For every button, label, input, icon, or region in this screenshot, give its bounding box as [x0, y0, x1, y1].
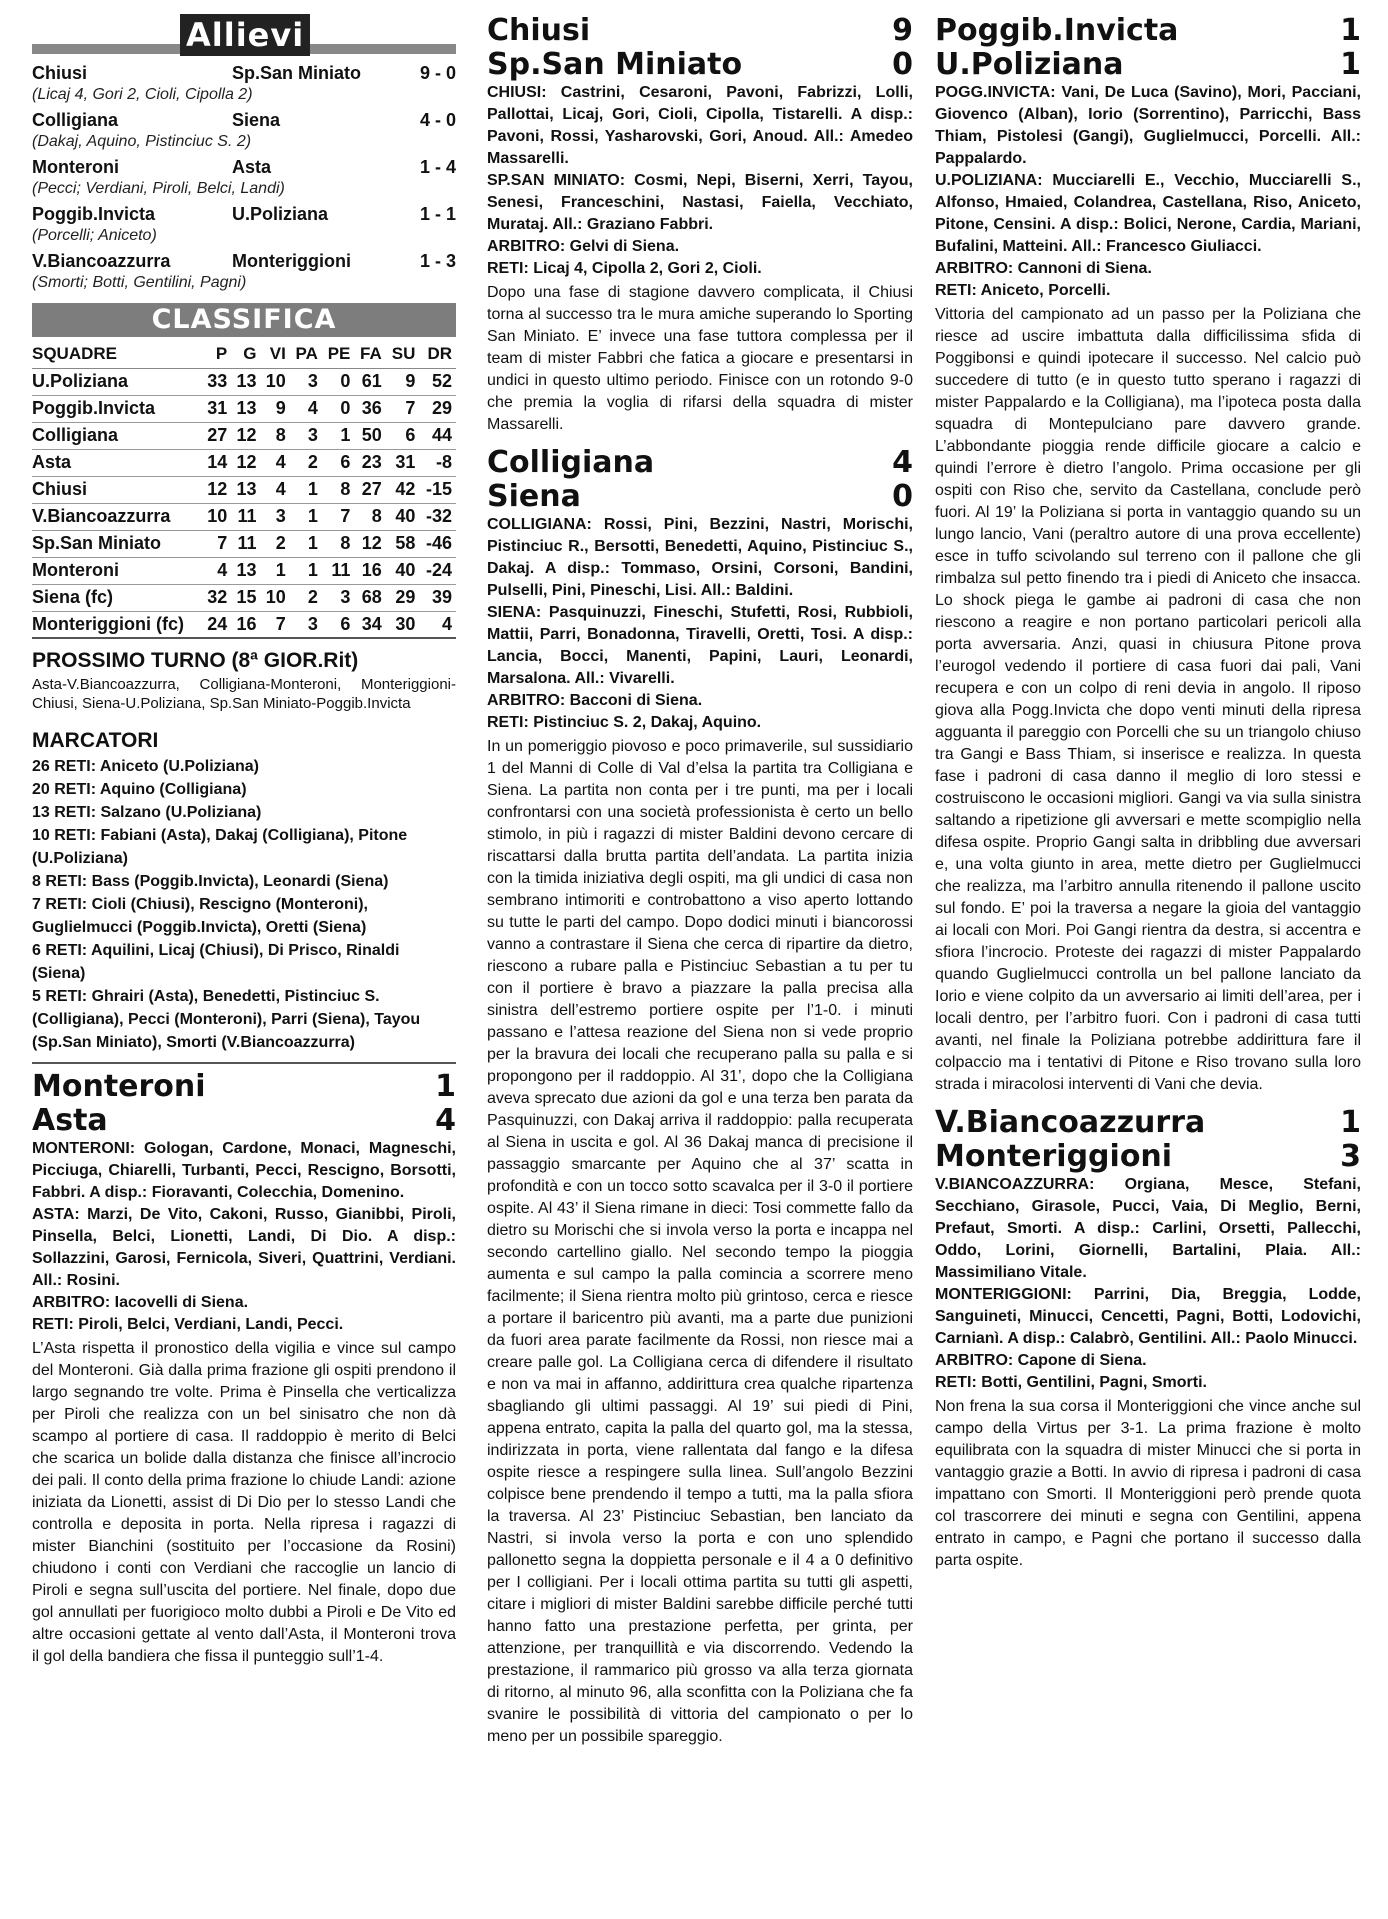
- result-scorers: (Smorti; Botti, Gentilini, Pagni): [32, 274, 247, 291]
- stat-cell: 31: [202, 395, 231, 422]
- stat-cell: 10: [261, 584, 290, 611]
- stat-cell: 1: [261, 557, 290, 584]
- result-row: [32, 203, 456, 225]
- stat-cell: 7: [202, 530, 231, 557]
- standings-title: CLASSIFICA: [32, 303, 456, 337]
- result-row: [32, 250, 456, 272]
- home-team: Poggib.Invicta: [32, 204, 156, 224]
- score: 4 - 0: [419, 110, 456, 130]
- stat-cell: 10: [261, 368, 290, 395]
- team-name: Sp.San Miniato: [32, 530, 202, 557]
- match-report: [32, 1070, 456, 1668]
- lineup-away: U.POLIZIANA: Mucciarelli E., Vecchio, Mucciarelli S., Alfonso, Hmaied, Colandrea, Castellana, Riso, Aniceto, Pitone, Censini. A disp.: Bolici, Nerone, Cardia, Mariani, Bufalini, Matteini. All.: Francesco Giuliacci.: [935, 172, 1361, 255]
- next-round-title: PROSSIMO TURNO (8ª GIOR.Rit): [32, 649, 359, 672]
- standings-row: [32, 611, 456, 638]
- lineup-away: MONTERIGGIONI: Parrini, Dia, Breggia, Lodde, Sanguineti, Minucci, Cencetti, Pagni, Botti, Lodovichi, Carnianì. A disp.: Calabrò, Gentilini. All.: Paolo Minucci.: [935, 1286, 1361, 1347]
- stat-cell: 12: [354, 530, 385, 557]
- col-header: VI: [261, 341, 290, 368]
- match-home-line: [32, 1070, 456, 1104]
- stat-cell: 3: [322, 584, 355, 611]
- scorers-line: 8 RETI: Bass (Poggib.Invicta), Leonardi (Siena): [32, 873, 389, 890]
- stat-cell: 8: [322, 476, 355, 503]
- stat-cell: 39: [419, 584, 456, 611]
- stat-cell: 7: [386, 395, 420, 422]
- score: 1 - 4: [419, 157, 456, 177]
- stat-cell: 61: [354, 368, 385, 395]
- match-away-line: [935, 48, 1361, 82]
- stat-cell: 3: [290, 611, 322, 638]
- result-scorers: (Licaj 4, Gori 2, Cioli, Cipolla 2): [32, 86, 253, 103]
- away-team: Sp.San Miniato: [232, 63, 362, 83]
- score: 1 - 1: [419, 204, 456, 224]
- stat-cell: 7: [322, 503, 355, 530]
- goals: RETI: Pistinciuc S. 2, Dakaj, Aquino.: [487, 714, 762, 731]
- stat-cell: 9: [386, 368, 420, 395]
- stat-cell: 14: [202, 449, 231, 476]
- section-header: [32, 14, 456, 56]
- stat-cell: 29: [386, 584, 420, 611]
- stat-cell: 1: [290, 530, 322, 557]
- left-column: [32, 14, 456, 1678]
- stat-cell: 33: [202, 368, 231, 395]
- scorers-line: 5 RETI: Ghrairi (Asta), Benedetti, Pistinciuc S. (Colligiana), Pecci (Monteroni), Parri (Siena), Tayou (Sp.San Miniato), Smorti (V.Biancoazzurra): [32, 988, 421, 1051]
- away-team: Monteriggioni: [935, 1139, 1173, 1174]
- right-column: [935, 14, 1361, 1582]
- results-list: [32, 62, 456, 297]
- referee: ARBITRO: Gelvi di Siena.: [487, 238, 680, 255]
- stat-cell: 27: [354, 476, 385, 503]
- match-report: [935, 1106, 1361, 1572]
- stat-cell: 10: [202, 503, 231, 530]
- result-scorers: (Porcelli; Aniceto): [32, 227, 157, 244]
- stat-cell: 1: [322, 422, 355, 449]
- home-team: V.Biancoazzurra: [32, 251, 171, 271]
- stat-cell: -46: [419, 530, 456, 557]
- match-report: [935, 14, 1361, 1096]
- stat-cell: 30: [386, 611, 420, 638]
- stat-cell: 4: [202, 557, 231, 584]
- score: 1 - 3: [419, 251, 456, 271]
- team-name: Poggib.Invicta: [32, 395, 202, 422]
- standings-row: [32, 530, 456, 557]
- stat-cell: 13: [231, 395, 260, 422]
- standings-table: [32, 341, 456, 639]
- stat-cell: 8: [354, 503, 385, 530]
- home-score: 4: [892, 445, 913, 480]
- result-scorers: (Dakaj, Aquino, Pistinciuc S. 2): [32, 133, 252, 150]
- scorers-line: 6 RETI: Aquilini, Licaj (Chiusi), Di Prisco, Rinaldi (Siena): [32, 942, 400, 982]
- stat-cell: 12: [231, 422, 260, 449]
- stat-cell: 9: [261, 395, 290, 422]
- match-away-line: [487, 48, 913, 82]
- home-team: Colligiana: [487, 445, 655, 480]
- stat-cell: 4: [419, 611, 456, 638]
- standings-header-row: [32, 341, 456, 368]
- stat-cell: 24: [202, 611, 231, 638]
- team-name: Colligiana: [32, 422, 202, 449]
- standings-row: [32, 395, 456, 422]
- stat-cell: 3: [290, 368, 322, 395]
- away-team: U.Poliziana: [935, 47, 1124, 82]
- lineup-home: CHIUSI: Castrini, Cesaroni, Pavoni, Fabrizzi, Lolli, Pallottai, Licaj, Gori, Cioli, Cipolla, Tistarelli. A disp.: Pavoni, Rossi, Yasharovski, Gori, Anoud. All.: Amedeo Massarelli.: [487, 84, 913, 167]
- stat-cell: 1: [290, 476, 322, 503]
- stat-cell: 15: [231, 584, 260, 611]
- result-row: [32, 62, 456, 84]
- stat-cell: -32: [419, 503, 456, 530]
- col-header: PA: [290, 341, 322, 368]
- away-score: 1: [1340, 47, 1361, 82]
- stat-cell: 12: [202, 476, 231, 503]
- stat-cell: 3: [261, 503, 290, 530]
- stat-cell: 0: [322, 395, 355, 422]
- lineup-home: V.BIANCOAZZURRA: Orgiana, Mesce, Stefani, Secchiano, Girasole, Pucci, Vaia, Di Meglio, Berni, Prefaut, Smorti. A disp.: Carlini, Orsetti, Pallecchi, Oddo, Lorini, Giornelli, Bartalini, Plaia. All.: Massimiliano Vitale.: [935, 1176, 1361, 1281]
- away-team: Monteriggioni: [232, 251, 351, 271]
- stat-cell: 2: [290, 449, 322, 476]
- stat-cell: 3: [290, 422, 322, 449]
- col-header: P: [202, 341, 231, 368]
- standings-row: [32, 503, 456, 530]
- goals: RETI: Licaj 4, Cipolla 2, Gori 2, Cioli.: [487, 260, 762, 277]
- stat-cell: 8: [261, 422, 290, 449]
- team-name: Monteroni: [32, 557, 202, 584]
- away-team: Sp.San Miniato: [487, 47, 743, 82]
- match-home-line: [487, 446, 913, 480]
- stat-cell: 7: [261, 611, 290, 638]
- report-text: Non frena la sua corsa il Monteriggioni che vince anche sul campo della Virtus per 3-1. La prima frazione è molto equilibrata con la squadra di mister Minucci che si porta in vantaggio grazie a Botti. In avvio di ripresa i padroni di casa impattano con Smorti. Il Monteriggioni però prende quota col trascorrere dei minuti e segna con Gentilini, appena entrato in campo, e Pagni che portano il successo dalla parta ospite.: [935, 1398, 1361, 1569]
- col-header: FA: [354, 341, 385, 368]
- result-row: [32, 109, 456, 131]
- scorers-line: 10 RETI: Fabiani (Asta), Dakaj (Colligiana), Pitone (U.Poliziana): [32, 827, 408, 867]
- stat-cell: 50: [354, 422, 385, 449]
- team-name: U.Poliziana: [32, 368, 202, 395]
- stat-cell: 44: [419, 422, 456, 449]
- stat-cell: 4: [261, 476, 290, 503]
- standings-row: [32, 584, 456, 611]
- stat-cell: 1: [290, 503, 322, 530]
- stat-cell: 42: [386, 476, 420, 503]
- stat-cell: 13: [231, 557, 260, 584]
- stat-cell: 29: [419, 395, 456, 422]
- team-name: Asta: [32, 449, 202, 476]
- standings-row: [32, 557, 456, 584]
- stat-cell: 11: [322, 557, 355, 584]
- away-score: 0: [892, 47, 913, 82]
- next-round-text: Asta-V.Biancoazzurra, Colligiana-Monteroni, Monteriggioni-Chiusi, Siena-U.Poliziana, Sp.San Miniato-Poggib.Invicta: [32, 676, 456, 712]
- col-header: G: [231, 341, 260, 368]
- stat-cell: -15: [419, 476, 456, 503]
- match-away-line: [935, 1140, 1361, 1174]
- match-away-line: [487, 480, 913, 514]
- col-header: SQUADRE: [32, 341, 202, 368]
- stat-cell: 27: [202, 422, 231, 449]
- home-team: Chiusi: [487, 13, 591, 48]
- stat-cell: 16: [354, 557, 385, 584]
- team-name: Monteriggioni (fc): [32, 611, 202, 638]
- away-team: U.Poliziana: [232, 204, 329, 224]
- referee: ARBITRO: Capone di Siena.: [935, 1352, 1147, 1369]
- scorers-line: 13 RETI: Salzano (U.Poliziana): [32, 804, 262, 821]
- lineup-away: SP.SAN MINIATO: Cosmi, Nepi, Biserni, Xerri, Tayou, Senesi, Franceschini, Nastasi, Faiella, Vecchiato, Murataj. All.: Graziano Fabbri.: [487, 172, 913, 233]
- stat-cell: 40: [386, 557, 420, 584]
- lineup-home: MONTERONI: Gologan, Cardone, Monaci, Magneschi, Picciuga, Chiarelli, Turbanti, Pecci, Rescigno, Borsotti, Fabbri. A disp.: Fioravanti, Colecchia, Domenino.: [32, 1140, 456, 1201]
- stat-cell: 13: [231, 476, 260, 503]
- team-name: Chiusi: [32, 476, 202, 503]
- stat-cell: 6: [322, 611, 355, 638]
- home-score: 1: [1340, 13, 1361, 48]
- lineup-home: POGG.INVICTA: Vani, De Luca (Savino), Mori, Pacciani, Giovenco (Alban), Iorio (Sorrentino), Parricchi, Bass Thiam, Pistolesi (Gangi), Guglielmucci, Porcelli. All.: Pappalardo.: [935, 84, 1361, 167]
- match-home-line: [935, 1106, 1361, 1140]
- stat-cell: 1: [290, 557, 322, 584]
- match-home-line: [487, 14, 913, 48]
- team-name: V.Biancoazzurra: [32, 503, 202, 530]
- home-score: 9: [892, 13, 913, 48]
- match-away-line: [32, 1104, 456, 1138]
- report-text: In un pomeriggio piovoso e poco primaverile, sul sussidiario 1 del Manni di Colle di Val d’elsa la partita tra Colligiana e Siena. La partita non conta per i tre punti, ma per i locali confrontarsi con una società professionista è certo un bello stimolo, in più i ragazzi di mister Baldini devono cercare di riscattarsi dalla brutta partita dell’andata. La partita inizia con la timida iniziativa degli ospiti, ma gli undici di casa non sembrano intimoriti e controbattono a viso aperto lottando su tutte le parti del campo. Dopo dodici minuti i biancorossi vanno a contrastare il Siena che cerca di ripartire da dietro, riescono a rubare palla e Pistinciuc Sebastian a tu per tu con il portiere è bravo a piazzare la palla precisa alla sinistra dell’estremo portiere ospite per l’1-0. i minuti passano e l’attesa reazione del Siena non si vede proprio per la bravura dei locali che recuperano palla su palla e si propongono per il raddoppio. Al 31’, dopo che la Colligiana aveva sprecato due azioni da gol e una terza ben parata da Pasquinuzzi, con Dakaj arriva il raddoppio: palla recuperata al Siena in uscita e gol. Al 36 Dakaj manca di precisione il passaggio smarcante per Aquino che al 37’ scatta in profondità e con un tocco sotto scavalca per il 3-0 il portiere ospite. Al 43’ il Siena rimane in dieci: Tosi commette fallo da dietro su Morischi che si invola verso la porta e incappa nel secondo cartellino giallo. Nel secondo tempo la pioggia aumenta e sul campo la palla comincia a scorrere meno facilmente; il Siena rientra molto più grintoso, cerca e riesce a portare il baricentro più avanti, ma a parte due punizioni da fuori area parate facilmente da Rossi, non riesce mai a creare palle gol. La Colligiana cerca di difendere il risultato e non va mai in affanno, addirittura crea qualche ripartenza sbagliando gli ultimi passaggi. Al 19’ sui piedi di Pini, appena entrato, capita la palla del quarto gol, ma la stessa, indirizzata in porta, viene rallentata dal fango e la difesa ospite riesce a respingere sulla linea. Sull’angolo Bezzini colpisce bene prendendo il tempo a tutti, ma la palla sfiora la traversa. Al 23’ Pistinciuc Sebastian, ben lanciato da Nastri, si invola verso la porta e con uno splendido pallonetto segna la doppietta personale e il 4 a 0 definitivo per I colligiani. Per i locali ottima partita su tutti gli aspetti, citare i migliori di mister Baldini sarebbe difficile perché tutti hanno fatto una prestazione perfetta, per grinta, per attenzione, per tranquillità e via discorrendo. Vedendo la prestazione, il rammarico più grosso va alla terza giornata di ritorno, al minuto 96, alla sconfitta con la Poliziana che fa svanire le possibilità di vittoria del campionato o per lo meno per un possibile spareggio.: [487, 738, 913, 1745]
- home-team: Monteroni: [32, 1069, 206, 1104]
- stat-cell: 32: [202, 584, 231, 611]
- team-name: Siena (fc): [32, 584, 202, 611]
- home-team: Monteroni: [32, 157, 119, 177]
- home-team: Poggib.Invicta: [935, 13, 1179, 48]
- section-title: Allievi: [180, 14, 310, 56]
- match-home-line: [935, 14, 1361, 48]
- match-report: [487, 14, 913, 436]
- standings-body: [32, 368, 456, 638]
- report-text: Dopo una fase di stagione davvero complicata, il Chiusi torna al successo tra le mura amiche superando lo Sporting San Miniato. E’ invece una fase tuttora complessa per il team di mister Fabbri che fatica a giocare e presentarsi in undici in questo ultimo periodo. Finisce con un rotondo 9-0 che premia la voglia di rifarsi della squadra di mister Massarelli.: [487, 284, 913, 433]
- stat-cell: 0: [322, 368, 355, 395]
- goals: RETI: Botti, Gentilini, Pagni, Smorti.: [935, 1374, 1207, 1391]
- stat-cell: 34: [354, 611, 385, 638]
- stat-cell: 2: [261, 530, 290, 557]
- stat-cell: 68: [354, 584, 385, 611]
- away-score: 4: [435, 1103, 456, 1138]
- stat-cell: 40: [386, 503, 420, 530]
- stat-cell: 4: [261, 449, 290, 476]
- goals: RETI: Aniceto, Porcelli.: [935, 282, 1111, 299]
- match-report: [487, 446, 913, 1748]
- lineup-away: SIENA: Pasquinuzzi, Fineschi, Stufetti, Rosi, Rubbioli, Mattii, Parri, Bonadonna, Tiravelli, Oretti, Tosi. A disp.: Lancia, Bocci, Manenti, Papini, Lauri, Leonardi, Marsalona. All.: Vivarelli.: [487, 604, 913, 687]
- stat-cell: 13: [231, 368, 260, 395]
- home-team: Chiusi: [32, 63, 88, 83]
- standings-row: [32, 476, 456, 503]
- stat-cell: 58: [386, 530, 420, 557]
- stat-cell: 4: [290, 395, 322, 422]
- scorers-line: 7 RETI: Cioli (Chiusi), Rescigno (Monteroni), Guglielmucci (Poggib.Invicta), Oretti (Siena): [32, 896, 368, 936]
- away-team: Siena: [487, 479, 581, 514]
- stat-cell: 36: [354, 395, 385, 422]
- score: 9 - 0: [419, 63, 456, 83]
- stat-cell: 6: [386, 422, 420, 449]
- away-team: Asta: [32, 1103, 108, 1138]
- stat-cell: 6: [322, 449, 355, 476]
- away-team: Siena: [232, 110, 281, 130]
- away-score: 3: [1340, 1139, 1361, 1174]
- stat-cell: 8: [322, 530, 355, 557]
- away-score: 0: [892, 479, 913, 514]
- col-header: PE: [322, 341, 355, 368]
- lineup-home: COLLIGIANA: Rossi, Pini, Bezzini, Nastri, Morischi, Pistinciuc R., Bersotti, Benedetti, Aquino, Pistinciuc S., Dakaj. A disp.: Tommaso, Orsini, Corsoni, Bandini, Pulselli, Pini, Pineschi, Lisi. All.: Baldini.: [487, 516, 913, 599]
- report-text: Vittoria del campionato ad un passo per la Poliziana che riesce ad uscire imbattuta dalla difficilissima sfida di Poggibonsi e quindi ipotecare il successo. Nel calcio può succedere di tutto (e in questo tutto sperano i ragazzi di mister Pappalardo e la Colligiana), ma l’ipoteca posta dalla squadra di Montepulciano pare davvero grande. L’abbondante pioggia rende difficile giocare a calcio e quindi l’errore è dietro l’angolo. Prima occasione per gli ospiti con Riso che, servito da Castellana, conclude però fuori. Al 19’ la Poliziana si porta in vantaggio quando su un lungo lancio, Vani (peraltro autore di una prova eccellente) esce in tuffo scivolando sul terreno con il pallone che gli rimbalza sul petto finendo tra i piedi di Aniceto che insacca. Lo shock piega le gambe ai padroni di casa che non riescono a reagire e non portano particolari pericoli alla porta avversaria. Anzi, quasi in chiusura Pitone prova l’eurogol vedendo il portiere di casa fuori dai pali, Vani recupera e con un colpo di reni devia in angolo. Il riposo giova alla Pogg.Invicta che dopo venti minuti della ripresa agguanta il pareggio con Porcelli che su un triangolo chiuso tra Gangi e Bass Thiam, si inserisce e realizza. In questa fase i padroni di casa danno il meglio di loro stessi e costruiscono le occasioni migliori. Gangi va via sulla sinistra saltando a ripetizione gli avversari e mette scompiglio nella difesa ospite. Proprio Gangi salta in dribbling due avversari e, una volta giunto in area, mette dietro per Guglielmucci che realizza, ma l’arbitro annulla ritenendo il pallone uscito sul fondo. E’ poi la traversa a negare la gioia del vantaggio ai locali con Mori. Poi Gangi rientra da destra, si accentra e sfiora l’incrocio. Proteste dei ragazzi di mister Pappalardo quando Guglielmucci controlla un bel pallone lanciato da Iorio e viene colpito da un avversario ai limiti dell’area, per i locali dentro, per l’arbitro fuori. Con i padroni di casa tutti avanti, nel finale la Poliziana potrebbe addirittura fare il colpaccio ma i tentativi di Pitone e Riso trovano sulla loro strada i miracolosi interventi di Vani che devia.: [935, 306, 1361, 1093]
- referee: ARBITRO: Iacovelli di Siena.: [32, 1294, 249, 1311]
- stat-cell: -24: [419, 557, 456, 584]
- stat-cell: 23: [354, 449, 385, 476]
- away-team: Asta: [232, 157, 272, 177]
- col-header: SU: [386, 341, 420, 368]
- home-team: Colligiana: [32, 110, 119, 130]
- standings-row: [32, 422, 456, 449]
- col-header: DR: [419, 341, 456, 368]
- referee: ARBITRO: Bacconi di Siena.: [487, 692, 703, 709]
- middle-column: [487, 14, 913, 1758]
- goals: RETI: Piroli, Belci, Verdiani, Landi, Pecci.: [32, 1316, 344, 1333]
- home-score: 1: [1340, 1105, 1361, 1140]
- stat-cell: 2: [290, 584, 322, 611]
- stat-cell: -8: [419, 449, 456, 476]
- standings-row: [32, 368, 456, 395]
- stat-cell: 16: [231, 611, 260, 638]
- scorers-line: 20 RETI: Aquino (Colligiana): [32, 781, 247, 798]
- result-scorers: (Pecci; Verdiani, Piroli, Belci, Landi): [32, 180, 285, 197]
- stat-cell: 11: [231, 530, 260, 557]
- home-score: 1: [435, 1069, 456, 1104]
- referee: ARBITRO: Cannoni di Siena.: [935, 260, 1152, 277]
- home-team: V.Biancoazzurra: [935, 1105, 1206, 1140]
- stat-cell: 11: [231, 503, 260, 530]
- stat-cell: 52: [419, 368, 456, 395]
- scorers-title: MARCATORI: [32, 729, 159, 752]
- stat-cell: 12: [231, 449, 260, 476]
- report-text: L’Asta rispetta il pronostico della vigilia e vince sul campo del Monteroni. Già dalla prima frazione gli ospiti prendono il largo segnando tre volte. Prima è Pinsella che verticalizza per Piroli che realizza con un bel sinisatro che non dà scampo al portiere di casa. Il raddoppio è merito di Belci che scarica un bolide dalla distanza che finisce all’incrocio dei pali. Il conto della prima frazione lo chiude Landi: azione iniziata da Lionetti, assist di Di Dio per lo stesso Landi che controlla e deposita in porta. Nella ripresa i ragazzi di mister Bianchini (sostituito per l’occasione da Rosini) chiudono i conti con Verdiani che raccoglie un lancio di Piroli e segna sull’uscita del portiere. Nel finale, dopo due gol annullati per fuorigioco molto dubbi a Piroli e De Vito ed altre occasioni gettate al vento dall’Asta, il Monteroni trova il gol della bandiera che fissa il punteggio sull’1-4.: [32, 1340, 456, 1665]
- divider: [32, 1062, 456, 1064]
- stat-cell: 31: [386, 449, 420, 476]
- standings-row: [32, 449, 456, 476]
- result-row: [32, 156, 456, 178]
- scorers-line: 26 RETI: Aniceto (U.Poliziana): [32, 758, 259, 775]
- lineup-away: ASTA: Marzi, De Vito, Cakoni, Russo, Gianibbi, Piroli, Pinsella, Belci, Lionetti, Landi, Di Dio. A disp.: Sollazzini, Garosi, Fernicola, Siveri, Quattrini, Verdiani. All.: Rosini.: [32, 1206, 456, 1289]
